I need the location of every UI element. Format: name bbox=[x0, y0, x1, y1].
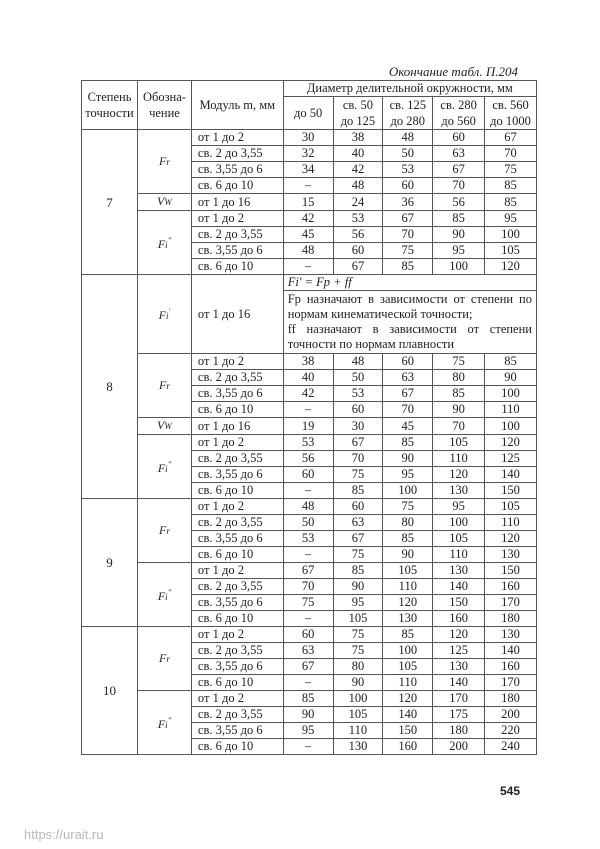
value-cell: 100 bbox=[383, 643, 433, 659]
header-range: св. 50 до 125 bbox=[333, 97, 383, 130]
value-cell: 160 bbox=[383, 739, 433, 755]
value-cell: 140 bbox=[433, 675, 485, 691]
symbol-cell bbox=[137, 563, 191, 627]
value-cell: 90 bbox=[485, 370, 537, 386]
value-cell: 75 bbox=[383, 499, 433, 515]
module-cell: св. 6 до 10 bbox=[191, 402, 283, 418]
value-cell: 32 bbox=[283, 146, 333, 162]
value-cell: 70 bbox=[485, 146, 537, 162]
value-cell: 120 bbox=[485, 435, 537, 451]
value-cell: 110 bbox=[433, 451, 485, 467]
value-cell: 120 bbox=[485, 531, 537, 547]
value-cell: 70 bbox=[433, 178, 485, 194]
value-cell: 85 bbox=[283, 691, 333, 707]
value-cell: 150 bbox=[485, 563, 537, 579]
value-cell: 75 bbox=[333, 627, 383, 643]
value-cell: 75 bbox=[333, 467, 383, 483]
value-cell: 90 bbox=[333, 579, 383, 595]
value-cell: 38 bbox=[333, 130, 383, 146]
value-cell: 105 bbox=[485, 243, 537, 259]
value-cell: 67 bbox=[383, 211, 433, 227]
degree-cell: 7 bbox=[82, 130, 138, 275]
module-cell: св. 2 до 3,55 bbox=[191, 451, 283, 467]
value-cell: 40 bbox=[283, 370, 333, 386]
symbol-Fi2: Fi" bbox=[157, 235, 172, 251]
value-cell: 90 bbox=[333, 675, 383, 691]
value-cell: 125 bbox=[485, 451, 537, 467]
value-cell: 110 bbox=[383, 579, 433, 595]
module-cell: св. 6 до 10 bbox=[191, 178, 283, 194]
value-cell: 180 bbox=[485, 691, 537, 707]
table-row bbox=[82, 130, 537, 146]
value-cell: 90 bbox=[433, 402, 485, 418]
module-cell: св. 6 до 10 bbox=[191, 547, 283, 563]
module-cell: от 1 до 2 bbox=[191, 691, 283, 707]
table-body bbox=[82, 130, 537, 755]
value-cell: 60 bbox=[283, 627, 333, 643]
header-designation: Обозна- чение bbox=[137, 81, 191, 130]
watermark: https://urait.ru bbox=[24, 827, 104, 842]
table-row bbox=[82, 211, 537, 227]
value-cell: 95 bbox=[283, 723, 333, 739]
value-cell: 42 bbox=[333, 162, 383, 178]
symbol-Fi2: Fi" bbox=[157, 587, 172, 603]
value-cell: 53 bbox=[383, 162, 433, 178]
value-cell: 105 bbox=[333, 611, 383, 627]
value-cell: 120 bbox=[485, 259, 537, 275]
module-cell: св. 3,55 до 6 bbox=[191, 243, 283, 259]
symbol-cell bbox=[137, 691, 191, 755]
table-row bbox=[82, 627, 537, 643]
symbol-Fi1: Fi' bbox=[158, 307, 171, 322]
value-cell: 105 bbox=[485, 499, 537, 515]
value-cell: 95 bbox=[433, 243, 485, 259]
value-cell: 180 bbox=[433, 723, 485, 739]
symbol-cell bbox=[137, 435, 191, 499]
value-cell: 140 bbox=[485, 467, 537, 483]
value-cell: 67 bbox=[333, 259, 383, 275]
module-cell: св. 3,55 до 6 bbox=[191, 723, 283, 739]
value-cell: 63 bbox=[433, 146, 485, 162]
module-cell: св. 2 до 3,55 bbox=[191, 707, 283, 723]
value-cell: 110 bbox=[383, 675, 433, 691]
value-cell: 85 bbox=[333, 483, 383, 499]
module-cell: от 1 до 2 bbox=[191, 627, 283, 643]
value-cell: – bbox=[283, 547, 333, 563]
module-cell: св. 3,55 до 6 bbox=[191, 162, 283, 178]
value-cell: 70 bbox=[383, 227, 433, 243]
module-cell: св. 6 до 10 bbox=[191, 483, 283, 499]
value-cell: 50 bbox=[333, 370, 383, 386]
value-cell: 75 bbox=[433, 354, 485, 370]
value-cell: 95 bbox=[383, 467, 433, 483]
module-cell: от 1 до 16 bbox=[191, 275, 283, 354]
value-cell: 130 bbox=[433, 483, 485, 499]
module-cell: от 1 до 2 bbox=[191, 130, 283, 146]
value-cell: 90 bbox=[433, 227, 485, 243]
value-cell: – bbox=[283, 675, 333, 691]
module-cell: от 1 до 2 bbox=[191, 435, 283, 451]
header-range: до 50 bbox=[283, 97, 333, 130]
value-cell: 45 bbox=[283, 227, 333, 243]
value-cell: 63 bbox=[283, 643, 333, 659]
value-cell: 110 bbox=[333, 723, 383, 739]
value-cell: 105 bbox=[433, 531, 485, 547]
symbol-cell bbox=[137, 130, 191, 194]
module-cell: от 1 до 2 bbox=[191, 499, 283, 515]
module-cell: св. 3,55 до 6 bbox=[191, 595, 283, 611]
value-cell: 100 bbox=[333, 691, 383, 707]
value-cell: 120 bbox=[433, 467, 485, 483]
value-cell: 70 bbox=[283, 579, 333, 595]
module-cell: св. 2 до 3,55 bbox=[191, 579, 283, 595]
table-row bbox=[82, 194, 537, 211]
module-cell: св. 3,55 до 6 bbox=[191, 531, 283, 547]
value-cell: 70 bbox=[333, 451, 383, 467]
symbol-cell bbox=[137, 499, 191, 563]
value-cell: 110 bbox=[485, 515, 537, 531]
value-cell: 67 bbox=[383, 386, 433, 402]
value-cell: 24 bbox=[333, 194, 383, 211]
module-cell: св. 6 до 10 bbox=[191, 739, 283, 755]
value-cell: 130 bbox=[383, 611, 433, 627]
value-cell: 48 bbox=[283, 499, 333, 515]
value-cell: 56 bbox=[283, 451, 333, 467]
symbol-VW: VW bbox=[157, 418, 172, 432]
value-cell: 56 bbox=[433, 194, 485, 211]
note-row bbox=[82, 275, 537, 354]
symbol-cell bbox=[137, 211, 191, 275]
value-cell: 53 bbox=[283, 435, 333, 451]
value-cell: 67 bbox=[333, 435, 383, 451]
value-cell: – bbox=[283, 739, 333, 755]
degree-cell: 9 bbox=[82, 499, 138, 627]
value-cell: 85 bbox=[383, 435, 433, 451]
value-cell: 67 bbox=[433, 162, 485, 178]
value-cell: 42 bbox=[283, 211, 333, 227]
value-cell: 170 bbox=[485, 675, 537, 691]
value-cell: – bbox=[283, 611, 333, 627]
value-cell: 90 bbox=[383, 451, 433, 467]
value-cell: 200 bbox=[485, 707, 537, 723]
value-cell: 60 bbox=[383, 354, 433, 370]
value-cell: 48 bbox=[383, 130, 433, 146]
symbol-Fr: Fr bbox=[159, 153, 170, 168]
note-line1: Fp назначают в зависимости от степени по нормам кинематической точности; bbox=[287, 292, 532, 321]
value-cell: 130 bbox=[433, 659, 485, 675]
degree-cell: 8 bbox=[82, 275, 138, 499]
value-cell: 140 bbox=[485, 643, 537, 659]
value-cell: 80 bbox=[333, 659, 383, 675]
value-cell: 105 bbox=[333, 707, 383, 723]
module-cell: от 1 до 2 bbox=[191, 563, 283, 579]
value-cell: 48 bbox=[333, 178, 383, 194]
symbol-Fi2: Fi" bbox=[157, 715, 172, 731]
module-cell: св. 2 до 3,55 bbox=[191, 515, 283, 531]
value-cell: 85 bbox=[433, 386, 485, 402]
header-range: св. 280 до 560 bbox=[433, 97, 485, 130]
module-cell: св. 3,55 до 6 bbox=[191, 467, 283, 483]
value-cell: 130 bbox=[433, 563, 485, 579]
value-cell: 140 bbox=[383, 707, 433, 723]
value-cell: 42 bbox=[283, 386, 333, 402]
header-diameter: Диаметр делительной окружности, мм bbox=[283, 81, 536, 97]
value-cell: 105 bbox=[383, 659, 433, 675]
value-cell: 53 bbox=[333, 211, 383, 227]
module-cell: св. 2 до 3,55 bbox=[191, 370, 283, 386]
value-cell: – bbox=[283, 178, 333, 194]
header-range: св. 125 до 280 bbox=[383, 97, 433, 130]
value-cell: 170 bbox=[485, 595, 537, 611]
module-cell: от 1 до 2 bbox=[191, 354, 283, 370]
value-cell: 48 bbox=[283, 243, 333, 259]
table-row bbox=[82, 354, 537, 370]
value-cell: 200 bbox=[433, 739, 485, 755]
value-cell: 150 bbox=[383, 723, 433, 739]
value-cell: 120 bbox=[383, 595, 433, 611]
value-cell: 170 bbox=[433, 691, 485, 707]
module-cell: от 1 до 16 bbox=[191, 194, 283, 211]
value-cell: 100 bbox=[485, 386, 537, 402]
value-cell: 85 bbox=[485, 354, 537, 370]
header-degree: Степень точности bbox=[82, 81, 138, 130]
value-cell: 70 bbox=[433, 418, 485, 435]
value-cell: 80 bbox=[433, 370, 485, 386]
value-cell: 85 bbox=[383, 627, 433, 643]
value-cell: 63 bbox=[383, 370, 433, 386]
value-cell: 85 bbox=[433, 211, 485, 227]
value-cell: 34 bbox=[283, 162, 333, 178]
value-cell: 48 bbox=[333, 354, 383, 370]
value-cell: 125 bbox=[433, 643, 485, 659]
value-cell: 75 bbox=[283, 595, 333, 611]
value-cell: 110 bbox=[433, 547, 485, 563]
value-cell: 85 bbox=[485, 194, 537, 211]
value-cell: 75 bbox=[485, 162, 537, 178]
value-cell: 40 bbox=[333, 146, 383, 162]
module-cell: от 1 до 2 bbox=[191, 211, 283, 227]
value-cell: 60 bbox=[283, 467, 333, 483]
module-cell: св. 6 до 10 bbox=[191, 611, 283, 627]
symbol-cell bbox=[137, 194, 191, 211]
value-cell: 30 bbox=[333, 418, 383, 435]
value-cell: 130 bbox=[485, 547, 537, 563]
value-cell: – bbox=[283, 483, 333, 499]
value-cell: 67 bbox=[333, 531, 383, 547]
value-cell: 90 bbox=[283, 707, 333, 723]
value-cell: 67 bbox=[283, 659, 333, 675]
value-cell: – bbox=[283, 259, 333, 275]
value-cell: 100 bbox=[383, 483, 433, 499]
value-cell: 75 bbox=[333, 643, 383, 659]
value-cell: 120 bbox=[383, 691, 433, 707]
table-row bbox=[82, 691, 537, 707]
symbol-cell bbox=[137, 354, 191, 418]
value-cell: 45 bbox=[383, 418, 433, 435]
value-cell: 95 bbox=[433, 499, 485, 515]
value-cell: 63 bbox=[333, 515, 383, 531]
value-cell: 85 bbox=[383, 259, 433, 275]
module-cell: св. 6 до 10 bbox=[191, 675, 283, 691]
value-cell: 95 bbox=[333, 595, 383, 611]
module-cell: св. 3,55 до 6 bbox=[191, 386, 283, 402]
table-caption: Окончание табл. П.204 bbox=[388, 64, 518, 79]
note-line2: ff назначают в зависимости от степени точности по нормам плавности bbox=[287, 322, 532, 351]
value-cell: 85 bbox=[333, 563, 383, 579]
symbol-VW: VW bbox=[157, 194, 172, 208]
value-cell: 75 bbox=[383, 243, 433, 259]
value-cell: 53 bbox=[333, 386, 383, 402]
module-cell: св. 3,55 до 6 bbox=[191, 659, 283, 675]
value-cell: 160 bbox=[485, 659, 537, 675]
header-module: Модуль m, мм bbox=[191, 81, 283, 130]
value-cell: 30 bbox=[283, 130, 333, 146]
value-cell: 100 bbox=[433, 515, 485, 531]
value-cell: 120 bbox=[433, 627, 485, 643]
note-formula: Fi' = Fp + ff bbox=[284, 275, 536, 291]
symbol-Fr: Fr bbox=[159, 377, 170, 392]
table-row bbox=[82, 435, 537, 451]
table-row bbox=[82, 563, 537, 579]
value-cell: 100 bbox=[433, 259, 485, 275]
symbol-cell bbox=[137, 275, 191, 354]
degree-cell: 10 bbox=[82, 627, 138, 755]
tolerance-table bbox=[81, 80, 537, 755]
symbol-cell bbox=[137, 418, 191, 435]
value-cell: 140 bbox=[433, 579, 485, 595]
value-cell: 60 bbox=[333, 402, 383, 418]
value-cell: 56 bbox=[333, 227, 383, 243]
note-cell bbox=[283, 275, 536, 354]
value-cell: 130 bbox=[333, 739, 383, 755]
value-cell: 240 bbox=[485, 739, 537, 755]
value-cell: 50 bbox=[383, 146, 433, 162]
value-cell: 110 bbox=[485, 402, 537, 418]
page-number: 545 bbox=[499, 784, 520, 798]
module-cell: от 1 до 16 bbox=[191, 418, 283, 435]
value-cell: 160 bbox=[433, 611, 485, 627]
symbol-Fr: Fr bbox=[159, 650, 170, 665]
value-cell: 100 bbox=[485, 227, 537, 243]
value-cell: 36 bbox=[383, 194, 433, 211]
value-cell: 60 bbox=[433, 130, 485, 146]
value-cell: 67 bbox=[485, 130, 537, 146]
symbol-Fi2: Fi" bbox=[157, 459, 172, 475]
header-range: св. 560 до 1000 bbox=[485, 97, 537, 130]
table-row bbox=[82, 499, 537, 515]
module-cell: св. 2 до 3,55 bbox=[191, 227, 283, 243]
value-cell: 85 bbox=[383, 531, 433, 547]
value-cell: 95 bbox=[485, 211, 537, 227]
value-cell: 130 bbox=[485, 627, 537, 643]
value-cell: 75 bbox=[333, 547, 383, 563]
value-cell: 53 bbox=[283, 531, 333, 547]
value-cell: 105 bbox=[383, 563, 433, 579]
value-cell: 50 bbox=[283, 515, 333, 531]
value-cell: 90 bbox=[383, 547, 433, 563]
module-cell: св. 2 до 3,55 bbox=[191, 643, 283, 659]
value-cell: 80 bbox=[383, 515, 433, 531]
module-cell: св. 6 до 10 bbox=[191, 259, 283, 275]
symbol-cell bbox=[137, 627, 191, 691]
value-cell: 105 bbox=[433, 435, 485, 451]
value-cell: 19 bbox=[283, 418, 333, 435]
value-cell: 67 bbox=[283, 563, 333, 579]
value-cell: 60 bbox=[333, 243, 383, 259]
value-cell: 175 bbox=[433, 707, 485, 723]
value-cell: 85 bbox=[485, 178, 537, 194]
value-cell: 100 bbox=[485, 418, 537, 435]
value-cell: 180 bbox=[485, 611, 537, 627]
value-cell: 15 bbox=[283, 194, 333, 211]
module-cell: св. 2 до 3,55 bbox=[191, 146, 283, 162]
symbol-Fr: Fr bbox=[159, 522, 170, 537]
header-row-1 bbox=[82, 81, 537, 97]
value-cell: 70 bbox=[383, 402, 433, 418]
value-cell: 150 bbox=[485, 483, 537, 499]
value-cell: 150 bbox=[433, 595, 485, 611]
value-cell: 60 bbox=[383, 178, 433, 194]
value-cell: 60 bbox=[333, 499, 383, 515]
table-row bbox=[82, 418, 537, 435]
value-cell: 160 bbox=[485, 579, 537, 595]
value-cell: 220 bbox=[485, 723, 537, 739]
value-cell: – bbox=[283, 402, 333, 418]
value-cell: 38 bbox=[283, 354, 333, 370]
